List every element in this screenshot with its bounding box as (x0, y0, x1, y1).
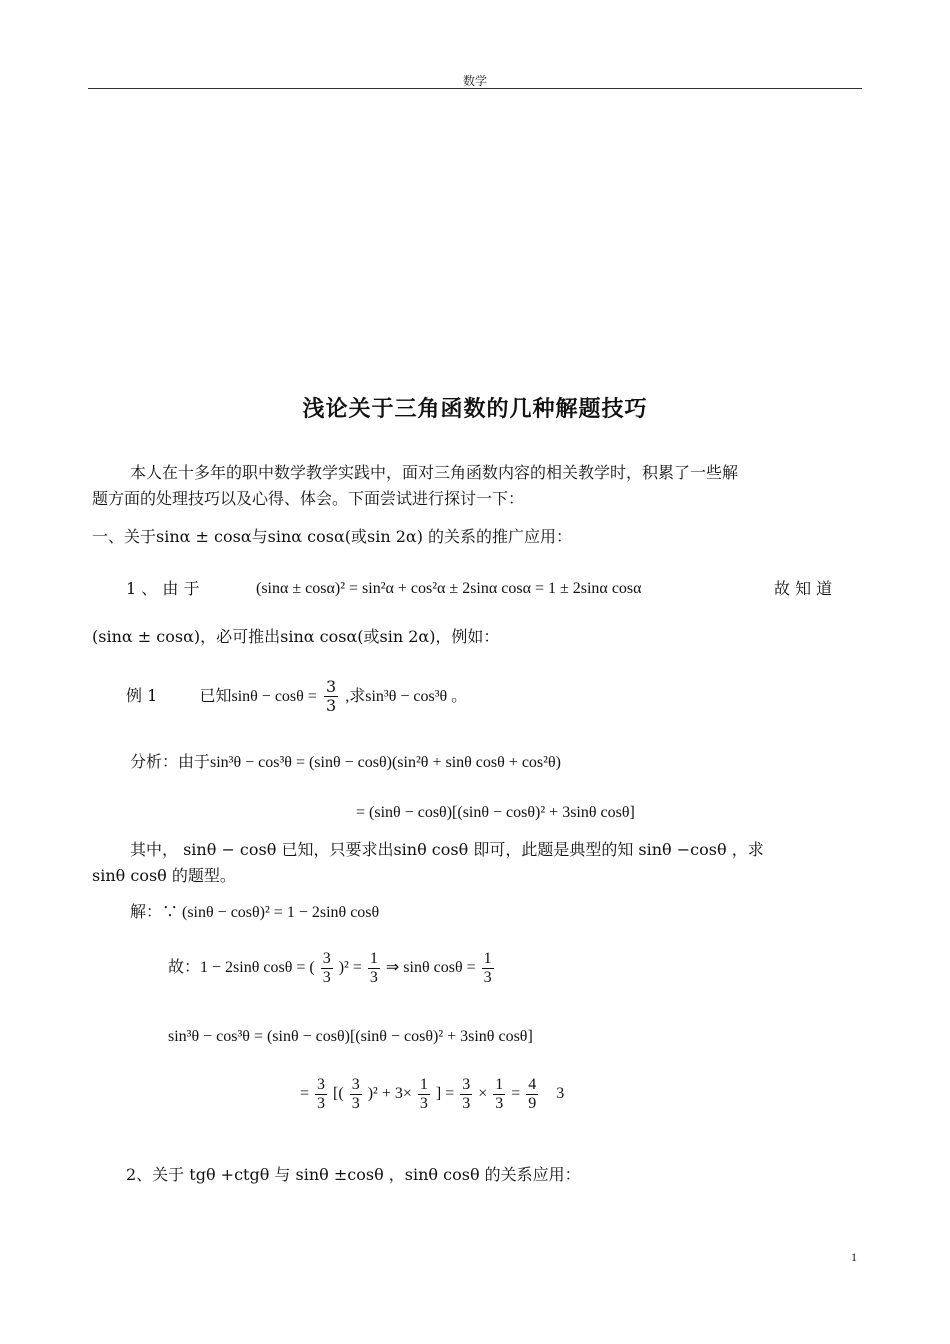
header-rule (88, 88, 862, 89)
item-1-line-2: (sinα ± cosα)，必可推出sinα cosα(或sin 2α)，例如： (92, 627, 500, 646)
solution-line-2: 故：1 − 2sinθ cosθ = ( $\frac{3}{3}$ )² = $\frac{1}{3}$ ⇒ sinθ cosθ = $\frac{1}{3}$ (168, 950, 492, 986)
analysis-line-1: 分析：由于sin³θ − cos³θ = (sinθ − cosθ)(sin²θ + sinθ cosθ + cos²θ) (130, 754, 561, 771)
item-1-suffix: 故 知 道 (774, 579, 833, 598)
analysis-line-3: 其中， sinθ − cosθ 已知，只要求出sinθ cosθ 即可，此题是典型的知 sinθ −cosθ ，求 (130, 840, 764, 859)
section-2-heading: 2、关于 tgθ +ctgθ 与 sinθ ±cosθ ，sinθ cosθ 的关系应用： (126, 1165, 581, 1184)
solution-line-4: = $\frac{3}{3}$ [( $\frac{3}{3}$ )² + 3× $\frac{1}{3}$ ] = $\frac{3}{3}$ × $\frac{1}{3}$ = $\frac{4}{9}$ 3 (300, 1076, 565, 1112)
example-text-a: 已知sinθ − cosθ = (199, 688, 317, 705)
example-fraction: $\frac{3}{3}$ (325, 677, 337, 715)
intro-line-2: 题方面的处理技巧以及心得、体会。下面尝试进行探讨一下： (92, 489, 525, 508)
example-text-b: ,求sin³θ − cos³θ 。 (345, 688, 468, 705)
analysis-line-4: sinθ cosθ 的题型。 (92, 866, 236, 885)
running-header: 数学 (462, 74, 487, 88)
item-1-prefix: 1 、 由 于 (126, 579, 200, 598)
page-number: 1 (851, 1250, 857, 1264)
example-label: 例 1 (126, 686, 158, 705)
analysis-line-2: = (sinθ − cosθ)[(sinθ − cosθ)² + 3sinθ cosθ] (356, 804, 635, 821)
document-title: 浅论关于三角函数的几种解题技巧 (302, 397, 648, 422)
solution-line-1: 解：∵ (sinθ − cosθ)² = 1 − 2sinθ cosθ (130, 904, 380, 921)
item-1-formula: (sinα ± cosα)² = sin²α + cos²α ± 2sinα cosα = 1 ± 2sinα cosα (256, 580, 642, 597)
solution-line-3: sin³θ − cos³θ = (sinθ − cosθ)[(sinθ − cosθ)² + 3sinθ cosθ] (168, 1028, 533, 1045)
example-1 (126, 678, 467, 715)
intro-line-1: 本人在十多年的职中数学教学实践中，面对三角函数内容的相关教学时，积累了一些解 (130, 463, 739, 482)
section-1-heading: 一、关于sinα ± cosα与sinα cosα(或sin 2α) 的关系的推广应用： (92, 527, 573, 546)
